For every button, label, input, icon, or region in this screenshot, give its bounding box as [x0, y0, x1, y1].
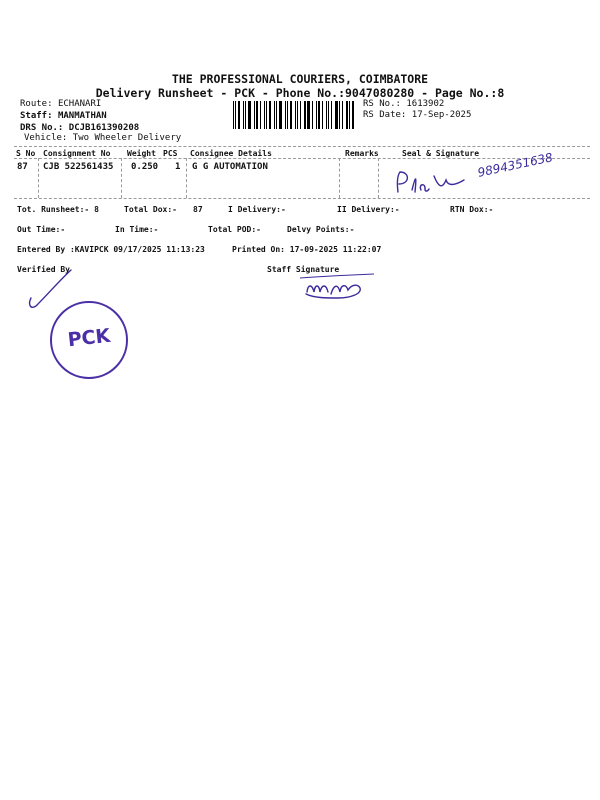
barcode-bar [352, 101, 354, 129]
col-divider [339, 158, 340, 198]
drs-line [20, 123, 139, 133]
col-divider [38, 158, 39, 198]
barcode-bar [269, 101, 271, 129]
total-dox-label: Total Dox:- [124, 205, 177, 214]
header-consignee-details: Consignee Details [190, 149, 272, 158]
staff-line [20, 111, 107, 121]
rs-no-label: RS No.: [363, 99, 401, 109]
staff-signature-icon [298, 272, 376, 302]
barcode-bar [285, 101, 286, 129]
barcode-bar [326, 101, 327, 129]
table-header-rule [14, 158, 590, 159]
barcode-bar [300, 101, 301, 129]
handwritten-phone: 9894351638 [476, 150, 554, 180]
printed-on: Printed On: 17-09-2025 11:22:07 [232, 245, 382, 254]
vehicle-line [24, 133, 181, 143]
barcode-bar [297, 101, 298, 129]
barcode-bar [335, 101, 338, 129]
table-top-rule [14, 146, 590, 147]
tot-runsheet: Tot. Runsheet:- 8 [17, 205, 99, 214]
delvy-points: Delvy Points:- [287, 225, 355, 234]
verified-by-label: Verified By [17, 265, 70, 274]
col-divider [121, 158, 122, 198]
barcode-bar [307, 101, 310, 129]
barcode-bar [316, 101, 317, 129]
barcode-bar [328, 101, 330, 129]
total-dox-value: 87 [193, 205, 203, 214]
vehicle-label: Vehicle: [24, 133, 68, 143]
barcode-bar [248, 101, 251, 129]
in-time: In Time:- [115, 225, 159, 234]
cell-consignee: G G AUTOMATION [192, 162, 268, 172]
barcode-bar [312, 101, 313, 129]
cell-consignment-no: CJB 522561435 [43, 162, 114, 172]
rs-no-value: 1613902 [406, 99, 445, 109]
col-divider [186, 158, 187, 198]
barcode-bar [318, 101, 320, 129]
staff-signature-label: Staff Signature [267, 265, 340, 274]
barcode-bar [346, 101, 348, 129]
barcode-bar [287, 101, 288, 129]
out-time: Out Time:- [17, 225, 66, 234]
route-label: Route: [20, 99, 53, 109]
barcode-bar [266, 101, 268, 129]
barcode-bar [276, 101, 277, 129]
barcode-bar [304, 101, 306, 129]
barcode-bar [342, 101, 343, 129]
i-delivery: I Delivery:- [228, 205, 286, 214]
rs-date-line [363, 110, 471, 120]
rs-date-value: 17-Sep-2025 [411, 110, 472, 120]
barcode-bar [245, 101, 246, 129]
header-sno: S No [16, 149, 36, 158]
company-title: THE PROFESSIONAL COURIERS, COIMBATORE [171, 72, 429, 86]
barcode-bar [254, 101, 255, 129]
col-divider [378, 158, 379, 198]
route-value: ECHANARI [57, 99, 102, 109]
staff-label: Staff: [20, 111, 53, 121]
barcode-bar [243, 101, 244, 129]
barcode-bar [339, 101, 340, 129]
barcode-bar [260, 101, 261, 129]
barcode-bar [331, 101, 332, 129]
barcode-bar [279, 101, 282, 129]
barcode-bar [290, 101, 292, 129]
rtn-dox: RTN Dox:- [450, 205, 494, 214]
barcode-bar [233, 101, 234, 129]
entered-by: Entered By :KAVIPCK 09/17/2025 11:13:23 [17, 245, 205, 254]
barcode-bar [274, 101, 275, 129]
drs-value: DCJB161390208 [68, 123, 140, 133]
vehicle-value: Two Wheeler Delivery [72, 133, 182, 143]
barcode-bar [349, 101, 350, 129]
ii-delivery: II Delivery:- [337, 205, 400, 214]
runsheet-subtitle: Delivery Runsheet - PCK - Phone No.:9047080280 - Page No.:8 [95, 86, 505, 100]
barcode [233, 101, 357, 129]
rs-no-line [363, 99, 444, 109]
total-pod: Total POD:- [208, 225, 261, 234]
header-pcs: PCS [163, 149, 178, 158]
header-consignment-no: Consignment No [43, 149, 111, 158]
drs-label: DRS No.: [20, 123, 64, 133]
route-line [20, 99, 101, 109]
barcode-bar [264, 101, 265, 129]
staff-value: MANMATHAN [57, 111, 107, 121]
header-seal-signature: Seal & Signature [402, 149, 480, 158]
cell-weight: 0.250 [131, 162, 159, 172]
pck-stamp [50, 301, 128, 379]
header-remarks: Remarks [345, 149, 379, 158]
barcode-bar [322, 101, 323, 129]
barcode-bar [295, 101, 296, 129]
rs-date-label: RS Date: [363, 110, 407, 120]
barcode-bar [256, 101, 258, 129]
cell-pcs: 1 [175, 162, 181, 172]
barcode-bar [235, 101, 236, 129]
header-weight: Weight [127, 149, 156, 158]
stamp-text: PCK [66, 324, 112, 352]
barcode-bar [238, 101, 240, 129]
cell-sno: 87 [17, 162, 28, 172]
